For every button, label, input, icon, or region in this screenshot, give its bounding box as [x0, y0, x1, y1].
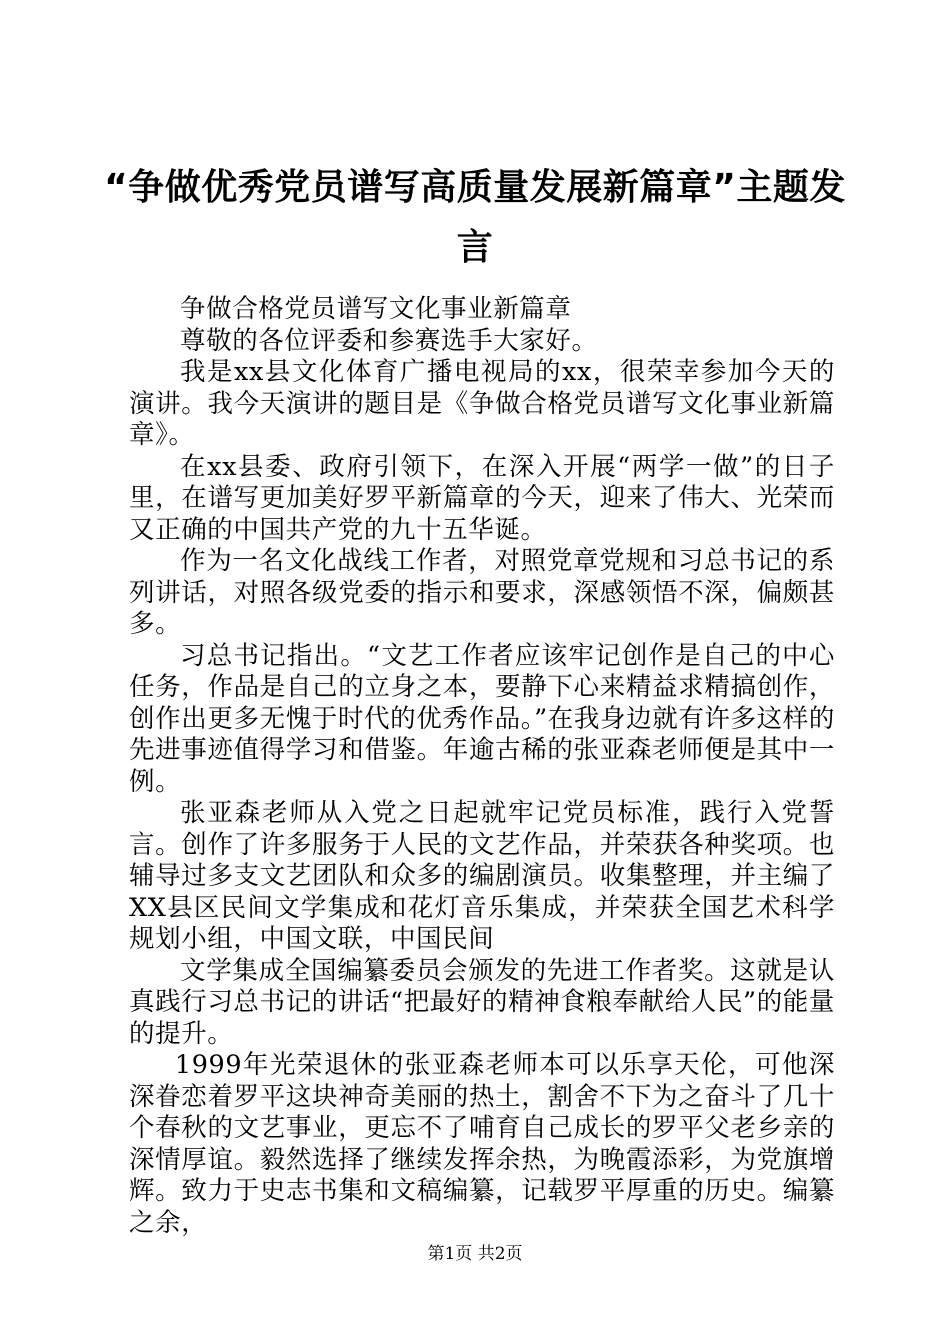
paragraph-subtitle: 争做合格党员谱写文化事业新篇章	[180, 294, 572, 324]
paragraph: 我是xx县文化体育广播电视局的xx，很荣幸参加今天的演讲。我今天演讲的题目是《争做合格党员谱写文化事业新篇章》。	[129, 357, 835, 450]
document-title: “争做优秀党员谱写高质量发展新篇章”主题发言	[104, 167, 846, 268]
paragraph: 张亚森老师从入党之日起就牢记党员标准，践行入党誓言。创作了许多服务于人民的文艺作品，并荣获各种奖项。也辅导过多支文艺团队和众多的编剧演员。收集整理，并主编了XX县区民间文学集成和花灯音乐集成，并荣获全国艺术科学规划小组，中国文联，中国民间	[129, 798, 835, 954]
paragraph: 在xx县委、政府引领下，在深入开展“两学一做”的日子里，在谱写更加美好罗平新篇章的今天，迎来了伟大、光荣而又正确的中国共产党的九十五华诞。	[129, 451, 835, 545]
paragraph: 1999年光荣退休的张亚森老师本可以乐享天伦，可他深深眷恋着罗平这块神奇美丽的热土，割舍不下为之奋斗了几十个春秋的文艺事业，更忘不了哺育自己成长的罗平父老乡亲的深情厚谊。毅然选择了继续发挥余热，为晚霞添彩，为党旗增辉。致力于史志书集和文稿编纂，记载罗平厚重的历史。编纂之余，	[129, 1050, 835, 1238]
paragraph: 作为一名文化战线工作者，对照党章党规和习总书记的系列讲话，对照各级党委的指示和要求，深感领悟不深，偏颇甚多。	[129, 546, 835, 639]
page-number-footer: 第1页 共2页	[427, 1244, 523, 1264]
paragraph-greeting: 尊敬的各位评委和参赛选手大家好。	[180, 325, 598, 356]
paragraph: 习总书记指出。“文艺工作者应该牢记创作是自己的中心任务，作品是自己的立身之本，要静下心来精益求精搞创作，创作出更多无愧于时代的优秀作品。”在我身边就有许多这样的先进事迹值得学习和借鉴。年逾古稀的张亚森老师便是其中一例。	[129, 640, 835, 797]
paragraph: 文学集成全国编纂委员会颁发的先进工作者奖。这就是认真践行习总书记的讲话“把最好的精神食粮奉献给人民”的能量的提升。	[129, 955, 835, 1049]
document-body	[129, 294, 835, 1239]
